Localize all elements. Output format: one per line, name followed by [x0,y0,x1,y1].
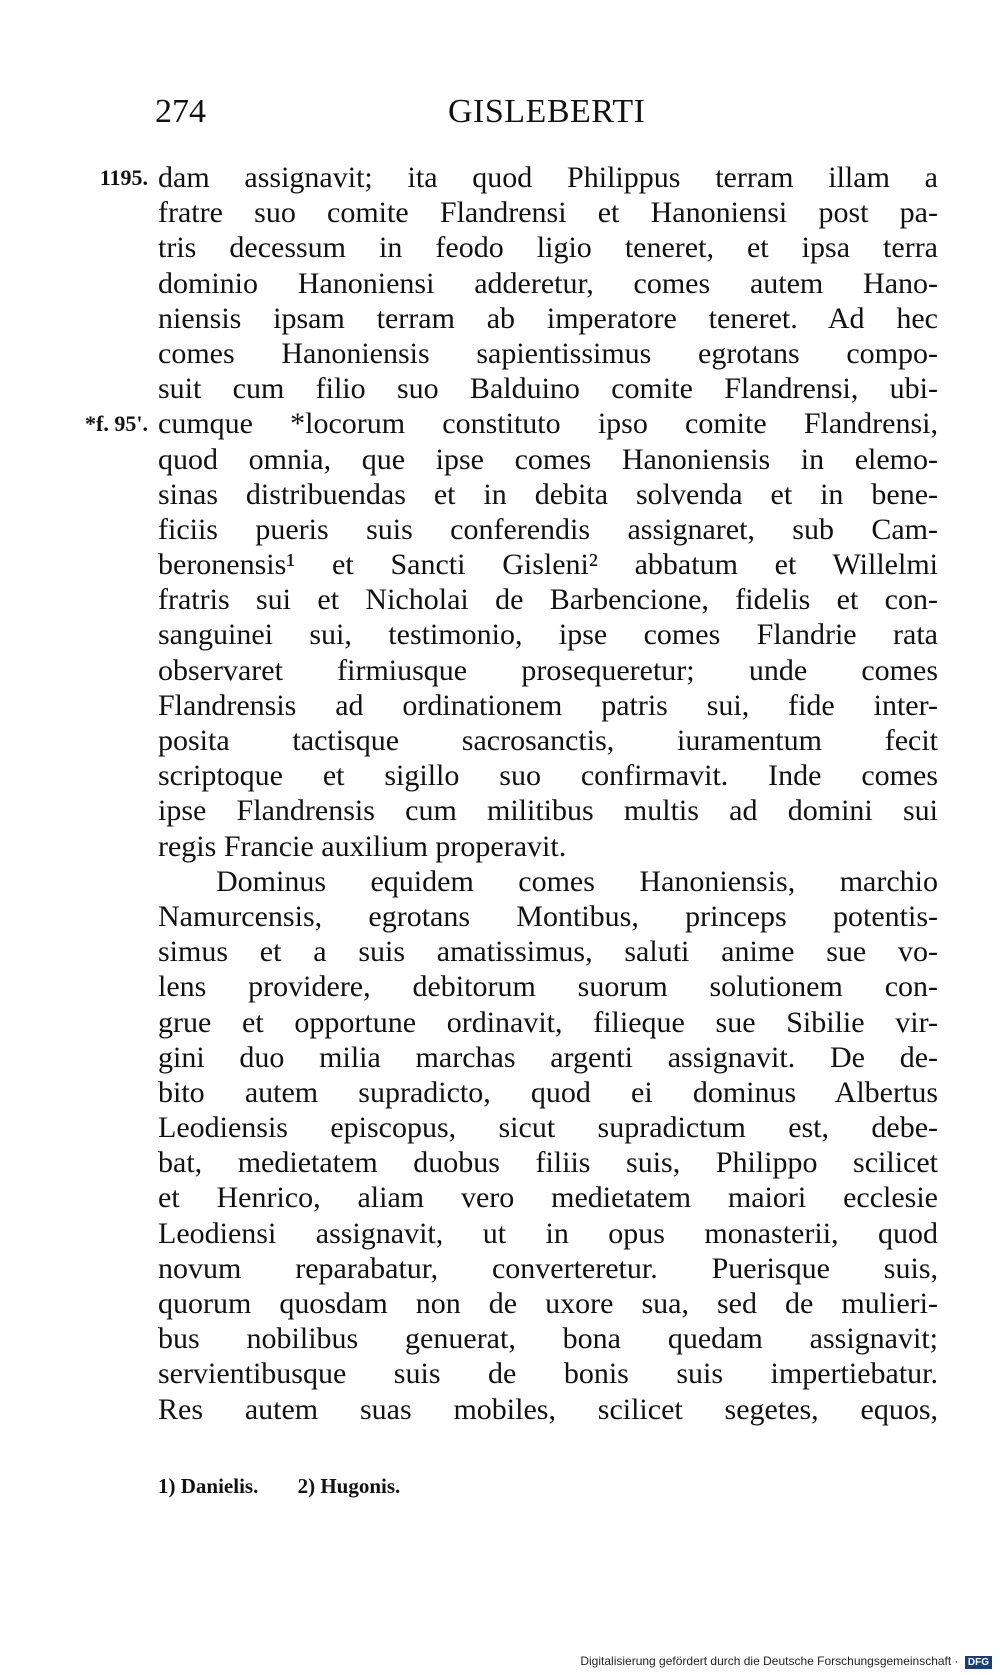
dfg-logo-icon: DFG [965,1656,992,1669]
text-line: Namurcensis, egrotans Montibus, princeps potentis- [158,899,938,933]
margin-folio: *f. 95'. [85,411,148,437]
text-line: tris decessum in feodo ligio teneret, et ipsa terra [158,231,938,265]
text-line: ficiis pueris suis conferendis assignaret, sub Cam- [158,512,938,546]
text-line: bito autem supradicto, quod ei dominus Albertus [158,1075,938,1109]
text-line: lens providere, debitorum suorum solutionem con- [158,970,938,1004]
paragraph-end-line: regis Francie auxilium properavit. [158,829,567,863]
text-line: grue et opportune ordinavit, filieque sue Sibilie vir- [158,1005,938,1039]
page-header [0,82,1000,142]
text-line: beronensis¹ et Sancti Gisleni² abbatum et Willelmi [158,548,938,582]
text-line: suit cum filio suo Balduino comite Flandrensi, ubi- [158,372,938,406]
text-line: quorum quosdam non de uxore sua, sed de mulieri- [158,1287,938,1320]
text-line: Leodiensis episcopus, sicut supradictum est, debe- [158,1111,938,1145]
text-line: novum reparabatur, converteretur. Puerisque suis, [158,1251,938,1285]
text-line: scriptoque et sigillo suo confirmavit. Inde comes [158,759,938,793]
text-line: et Henrico, aliam vero medietatem maiori ecclesie [158,1181,938,1215]
page-number: 274 [155,93,206,130]
text-line: fratris sui et Nicholai de Barbencione, fidelis et con- [158,583,938,617]
text-line: Leodiensi assignavit, ut in opus monasterii, quod [158,1216,938,1250]
main-text [85,160,938,1427]
footnote-1: 1) Danielis. [158,1474,259,1498]
text-line: bat, medietatem duobus filiis suis, Philippo scilicet [158,1146,938,1180]
text-line: Flandrensis ad ordinationem patris sui, fide inter- [158,688,938,722]
footnote-2: 2) Hugonis. [297,1474,401,1498]
text-line: simus et a suis amatissimus, saluti anime sue vo- [158,935,938,969]
text-line: niensis ipsam terram ab imperatore teneret. Ad hec [158,301,938,335]
text-line: gini duo milia marchas argenti assignavit. De de- [158,1040,938,1074]
text-line: sanguinei sui, testimonio, ipse comes Flandrie rata [158,618,938,652]
text-line: bus nobilibus genuerat, bona quedam assignavit; [158,1322,938,1356]
paragraph-start-line: Dominus equidem comes Hanoniensis, marchio [216,864,938,898]
running-title: GISLEBERTI [448,93,646,130]
text-line: fratre suo comite Flandrensi et Hanoniensi post pa- [158,196,938,230]
digitization-credit-text: Digitalisierung gefördert durch die Deutsche Forschungsgemeinschaft · [580,1654,959,1668]
text-line: dam assignavit; ita quod Philippus terram illam a [158,161,938,194]
text-line: ipse Flandrensis cum militibus multis ad domini sui [158,794,938,828]
text-line: quod omnia, que ipse comes Hanoniensis in elemo- [158,442,938,476]
text-line: comes Hanoniensis sapientissimus egrotans compo- [158,336,938,370]
text-line: Res autem suas mobiles, scilicet segetes, equos, [158,1392,938,1426]
footnotes [158,1474,434,1499]
text-line: servientibusque suis de bonis suis impertiebatur. [158,1357,938,1391]
margin-year: 1195. [99,165,148,190]
text-line: posita tactisque sacrosanctis, iuramentum fecit [158,724,938,757]
text-line: sinas distribuendas et in debita solvenda et in bene- [158,477,938,511]
text-line: cumque *locorum constituto ipso comite Flandrensi, [158,407,938,441]
digitization-credit [580,1654,992,1669]
text-line: observaret firmiusque prosequeretur; unde comes [158,653,938,687]
text-line: dominio Hanoniensi adderetur, comes autem Hano- [158,266,938,300]
